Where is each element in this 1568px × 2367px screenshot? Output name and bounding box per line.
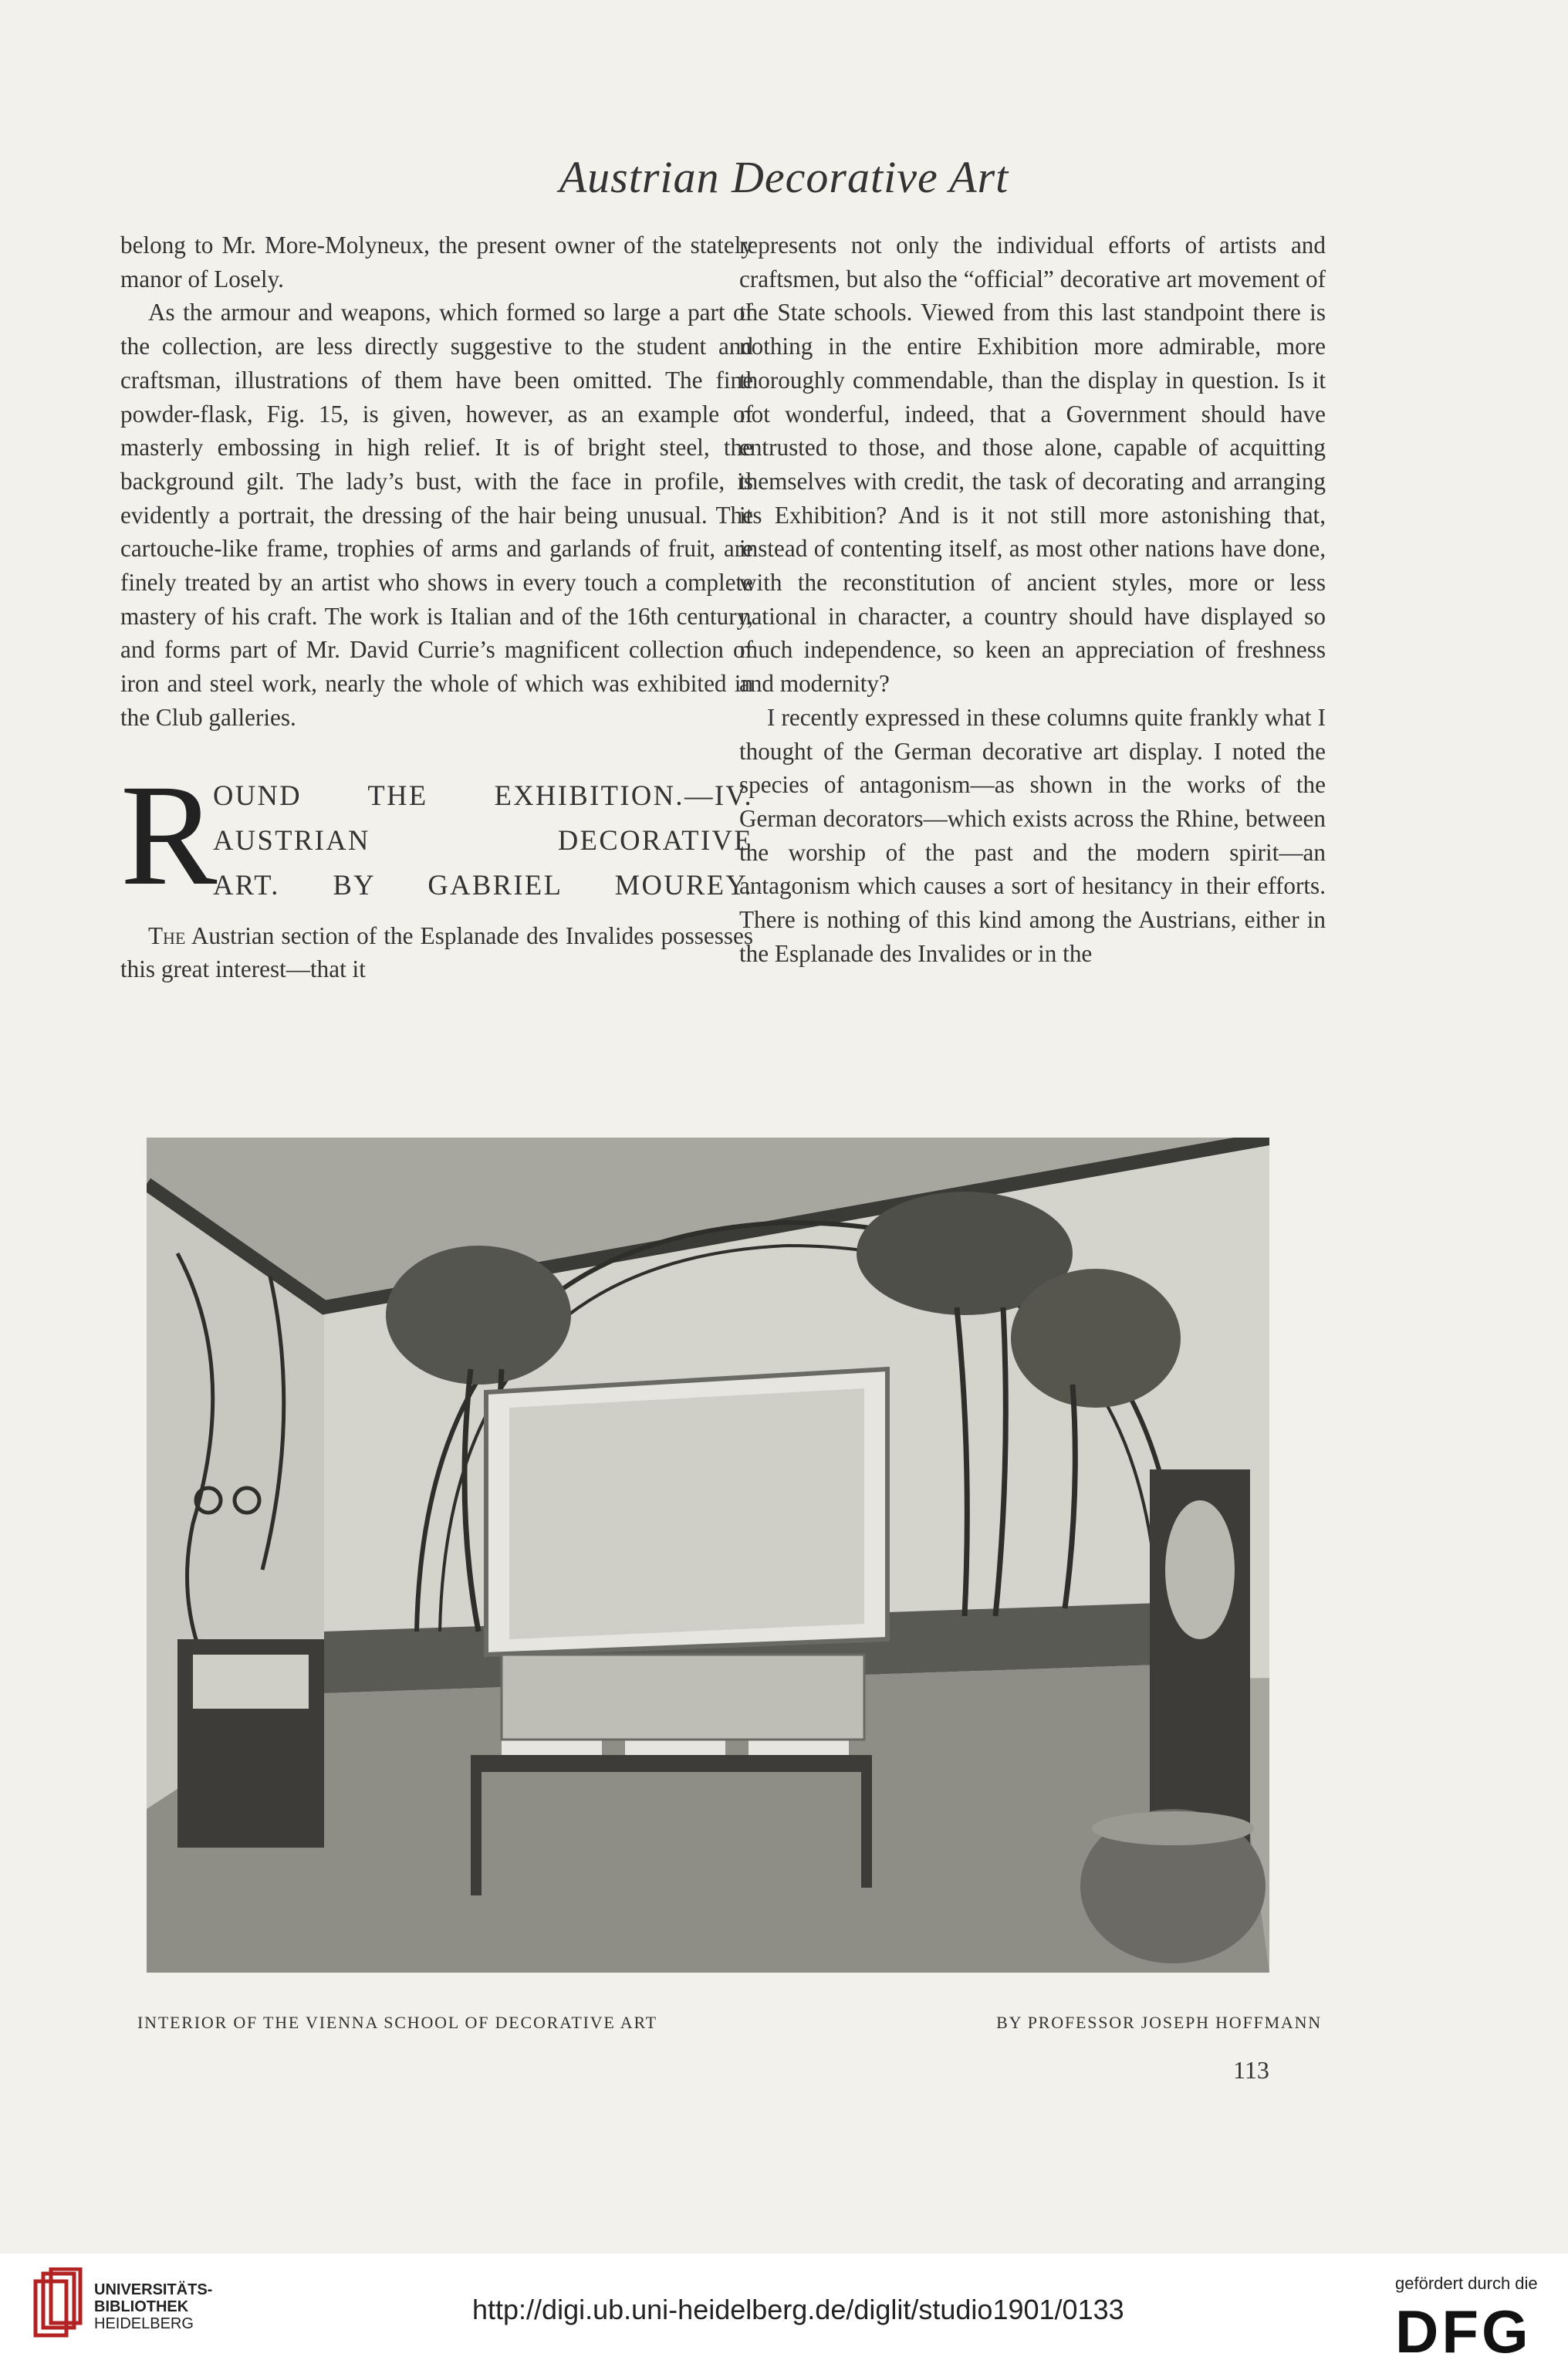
heading-line: OUND THE EXHIBITION.—IV. [213, 779, 753, 811]
running-title: Austrian Decorative Art [559, 152, 1009, 202]
page-number: 113 [1233, 2056, 1269, 2084]
figure-caption [137, 2013, 1322, 2033]
drop-cap: R [120, 753, 218, 915]
library-name-line: BIBLIOTHEK [94, 2298, 189, 2315]
paragraph: represents not only the individual efforts of artists and craftsmen, but also the “official” decorative art movement of the State schools. Viewed from this last standpoint there is nothing in the entire Exhibition more admirable, more thoroughly commendable, than the display in question. Is it not wonderful, indeed, that a Government should have entrusted to those, and those alone, capable of acquitting themselves with credit, the task of decorating and arranging its Exhibition? And is it not still more astonishing that, instead of contenting itself, as most other nations have done, with the reconstitution of ancient styles, more or less national in character, a country should have displayed so much independence, so keen an appreciation of freshness and modernity? [739, 232, 1326, 698]
caption-credit: BY PROFESSOR JOSEPH HOFFMANN [996, 2013, 1322, 2032]
university-library-logo-icon [31, 2267, 85, 2345]
funding-label: gefördert durch die [1395, 2274, 1538, 2293]
interior-photograph [147, 1138, 1269, 1973]
heading-line: ART. BY GABRIEL MOUREY. [213, 868, 753, 901]
paragraph: belong to Mr. More-Molyneux, the present owner of the stately manor of Losely. [120, 232, 753, 292]
paragraph: I recently expressed in these columns quite frankly what I thought of the German decorative art display. I noted the species of antagonism—as shown in the works of the German decorators—which exists across the Rhine, between the worship of the past and the modern spirit—an antagonism which causes a sort of hesitancy in their efforts. There is nothing of this kind among the Austrians, either in the Esplanade des Invalides or in the [739, 703, 1326, 967]
right-column [739, 228, 1326, 970]
source-url-link[interactable]: http://digi.ub.uni-heidelberg.de/diglit/studio1901/0133 [472, 2294, 1124, 2325]
library-name-line: HEIDELBERG [94, 2315, 194, 2332]
caption-title: INTERIOR OF THE VIENNA SCHOOL OF DECORATIVE ART [137, 2013, 657, 2032]
paragraph-lead: The [148, 921, 186, 949]
paragraph: As the armour and weapons, which formed so large a part of the collection, are less directly suggestive to the student and craftsman, illustrations of them have been omitted. The fine powder-flask, Fig. 15, is given, however, as an example of masterly embossing in high relief. It is of bright steel, the background gilt. The lady’s bust, with the face in profile, is evidently a portrait, the dressing of the hair being unusual. The cartouche-like frame, trophies of arms and garlands of fruit, are finely treated by an artist who shows in every touch a complete mastery of his craft. The work is Italian and of the 16th century, and forms part of Mr. David Currie’s magnificent collection of iron and steel work, nearly the whole of which was exhibited in the Club galleries. [120, 299, 753, 731]
paragraph [120, 919, 753, 986]
paragraph-text: Austrian section of the Esplanade des Invalides possesses this great interest—that it [120, 921, 753, 983]
library-name-line: UNIVERSITÄTS- [94, 2281, 213, 2298]
article-heading [120, 753, 753, 919]
library-name [94, 2281, 212, 2332]
dfg-logo: DFG [1395, 2298, 1532, 2365]
left-column [120, 228, 753, 986]
heading-line: AUSTRIAN DECORATIVE [213, 823, 753, 856]
